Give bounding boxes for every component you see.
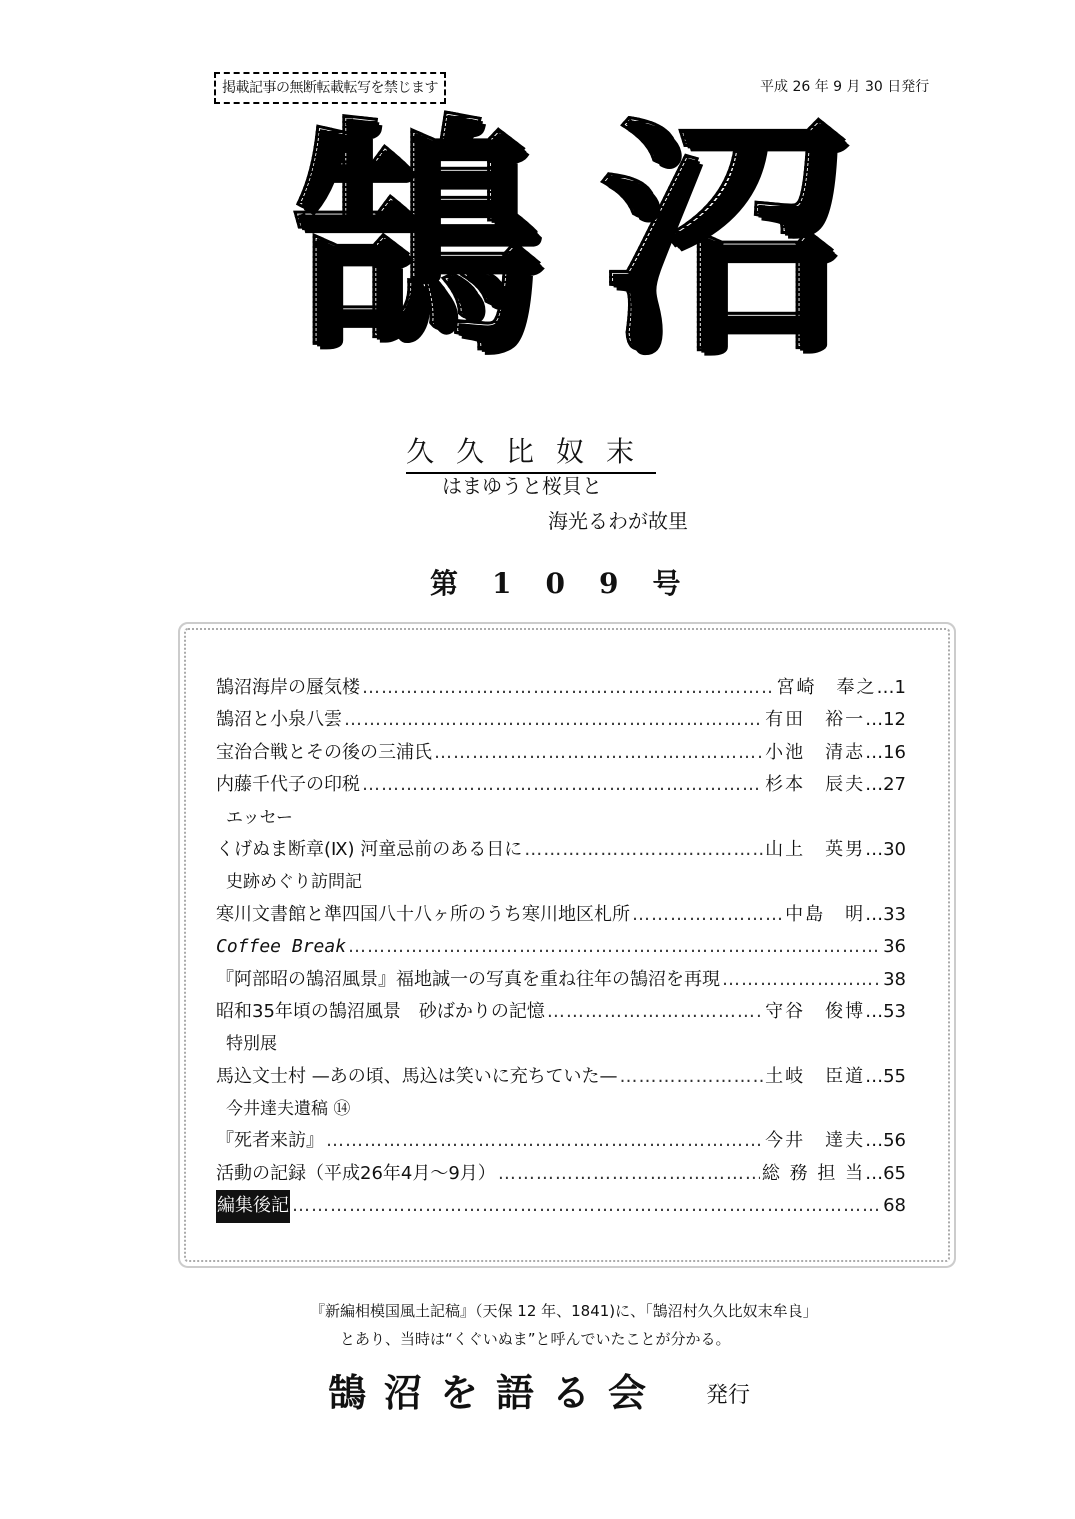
toc-entry-author: 宮崎 奉之 xyxy=(776,677,877,698)
motto-line-2: 海光るわが故里 xyxy=(548,509,688,533)
toc-section-heading: 史跡めぐり訪問記 xyxy=(226,872,362,893)
toc-entry xyxy=(216,834,906,866)
toc-entry xyxy=(216,704,906,736)
toc-entry-page: 33 xyxy=(883,903,906,925)
toc-entry-title: 宝治合戦とその後の三浦氏 xyxy=(216,741,432,763)
toc-entry-title: 内藤千代子の印税 xyxy=(216,774,360,796)
toc-entry xyxy=(216,931,906,963)
table-of-contents xyxy=(216,672,906,1223)
toc-entry-author: 総 務 担 当 xyxy=(761,1162,866,1184)
toc-leader-dots xyxy=(632,899,783,931)
toc-leader-dots xyxy=(362,769,763,801)
issue-number: 第109号 xyxy=(430,567,715,600)
toc-entry-title: くげぬま断章(Ⅸ) 河童忌前のある日に xyxy=(216,838,523,860)
toc-entry-author: 杉本 辰夫 xyxy=(765,774,866,796)
toc-page-leader: … xyxy=(865,1130,884,1152)
toc-leader-dots xyxy=(348,931,881,963)
toc-page-leader: … xyxy=(865,1162,884,1184)
toc-page-leader: … xyxy=(865,774,884,796)
toc-entry-title: 『阿部昭の鵠沼風景』福地誠一の写真を重ね往年の鵠沼を再現 xyxy=(216,968,720,990)
toc-leader-dots xyxy=(498,1158,760,1190)
toc-page-leader: … xyxy=(865,709,884,731)
toc-entry-title: 編集後記 xyxy=(216,1190,290,1222)
toc-entry-page: 30 xyxy=(883,838,906,860)
toc-entry xyxy=(216,899,906,931)
toc-page-leader: … xyxy=(865,903,884,925)
toc-entry-title: 『死者来訪』 xyxy=(216,1130,324,1152)
toc-entry-title: 鵠沼と小泉八雲 xyxy=(216,709,342,731)
footnote-line-1: 『新編相模国風土記稿』（天保 12 年、1841)に、「鵠沼村久久比奴末牟良」 xyxy=(310,1302,818,1320)
masthead-title xyxy=(290,91,850,385)
toc-entry xyxy=(216,1190,906,1222)
toc-entry-title: 昭和35年頃の鵠沼風景 砂ばかりの記憶 xyxy=(216,1000,545,1022)
toc-entry xyxy=(216,1061,906,1093)
toc-entry-author: 守谷 俊博 xyxy=(765,1000,866,1022)
toc-leader-dots xyxy=(362,672,775,704)
masthead-char-1: 鵠 xyxy=(290,91,540,385)
toc-entry xyxy=(216,1158,906,1190)
toc-entry-title: 寒川文書館と準四国八十八ヶ所のうち寒川地区札所 xyxy=(216,903,630,925)
toc-entry-author: 小池 清志 xyxy=(765,741,866,763)
toc-entry-title: 鵠沼海岸の蜃気楼 xyxy=(216,677,360,698)
toc-entry xyxy=(216,672,906,704)
publisher-suffix: 発行 xyxy=(706,1383,751,1408)
masthead-char-2: 沼 xyxy=(600,91,850,385)
toc-entry-page: 38 xyxy=(883,968,906,990)
toc-entry-page: 12 xyxy=(883,709,906,731)
toc-leader-dots xyxy=(620,1061,764,1093)
toc-page-leader: … xyxy=(865,1000,884,1022)
toc-entry-author: 山上 英男 xyxy=(765,838,866,860)
toc-entry xyxy=(216,964,906,996)
footnote-line-2: とあり、当時は“くぐいぬま”と呼んでいたことが分かる。 xyxy=(340,1330,731,1348)
toc-entry xyxy=(216,996,906,1028)
toc-leader-dots xyxy=(547,996,763,1028)
toc-entry-title: 活動の記録（平成26年4月～9月） xyxy=(216,1162,496,1184)
toc-entry-page: 53 xyxy=(883,1000,906,1022)
motto-heading: 久久比奴末 xyxy=(406,430,656,474)
toc-leader-dots xyxy=(344,704,763,736)
toc-entry-author: 中島 明 xyxy=(785,903,866,925)
toc-entry xyxy=(216,1125,906,1157)
toc-entry-page: 36 xyxy=(883,936,906,958)
toc-page-leader: … xyxy=(865,838,884,860)
toc-section-heading: エッセー xyxy=(226,807,293,828)
toc-entry-page: 16 xyxy=(883,741,906,763)
toc-entry-page: 65 xyxy=(883,1162,906,1184)
toc-entry-page: 1 xyxy=(894,677,906,698)
toc-entry-author: 土岐 臣道 xyxy=(765,1065,866,1087)
toc-section-heading: 今井達夫遺稿 ⑭ xyxy=(226,1099,351,1120)
toc-section-heading: 特別展 xyxy=(226,1034,277,1055)
toc-entry-title: Coffee Break xyxy=(216,936,347,958)
toc-entry-page: 55 xyxy=(883,1065,906,1087)
toc-entry-title: 馬込文士村 —あの頃、馬込は笑いに充ちていた— xyxy=(216,1065,618,1087)
publisher-name: 鵠沼を語る会 xyxy=(328,1371,665,1415)
toc-leader-dots xyxy=(292,1190,881,1222)
toc-leader-dots xyxy=(434,737,763,769)
toc-entry-author: 有田 裕一 xyxy=(765,709,866,731)
toc-entry xyxy=(216,769,906,801)
toc-entry-author: 今井 達夫 xyxy=(765,1130,866,1152)
toc-entry xyxy=(216,737,906,769)
toc-entry-page: 68 xyxy=(883,1195,906,1217)
toc-entry-page: 56 xyxy=(883,1130,906,1152)
copyright-notice: 掲載記事の無断転載転写を禁じます xyxy=(214,72,446,104)
toc-leader-dots xyxy=(524,834,763,866)
toc-entry-page: 27 xyxy=(883,774,906,796)
motto-line-1: はまゆうと桜貝と xyxy=(442,474,602,498)
toc-page-leader: … xyxy=(865,741,884,763)
toc-leader-dots xyxy=(722,964,881,996)
issue-date: 平成 26 年 9 月 30 日発行 xyxy=(760,79,930,95)
toc-leader-dots xyxy=(326,1125,763,1157)
toc-page-leader: … xyxy=(876,677,895,698)
toc-page-leader: … xyxy=(865,1065,884,1087)
